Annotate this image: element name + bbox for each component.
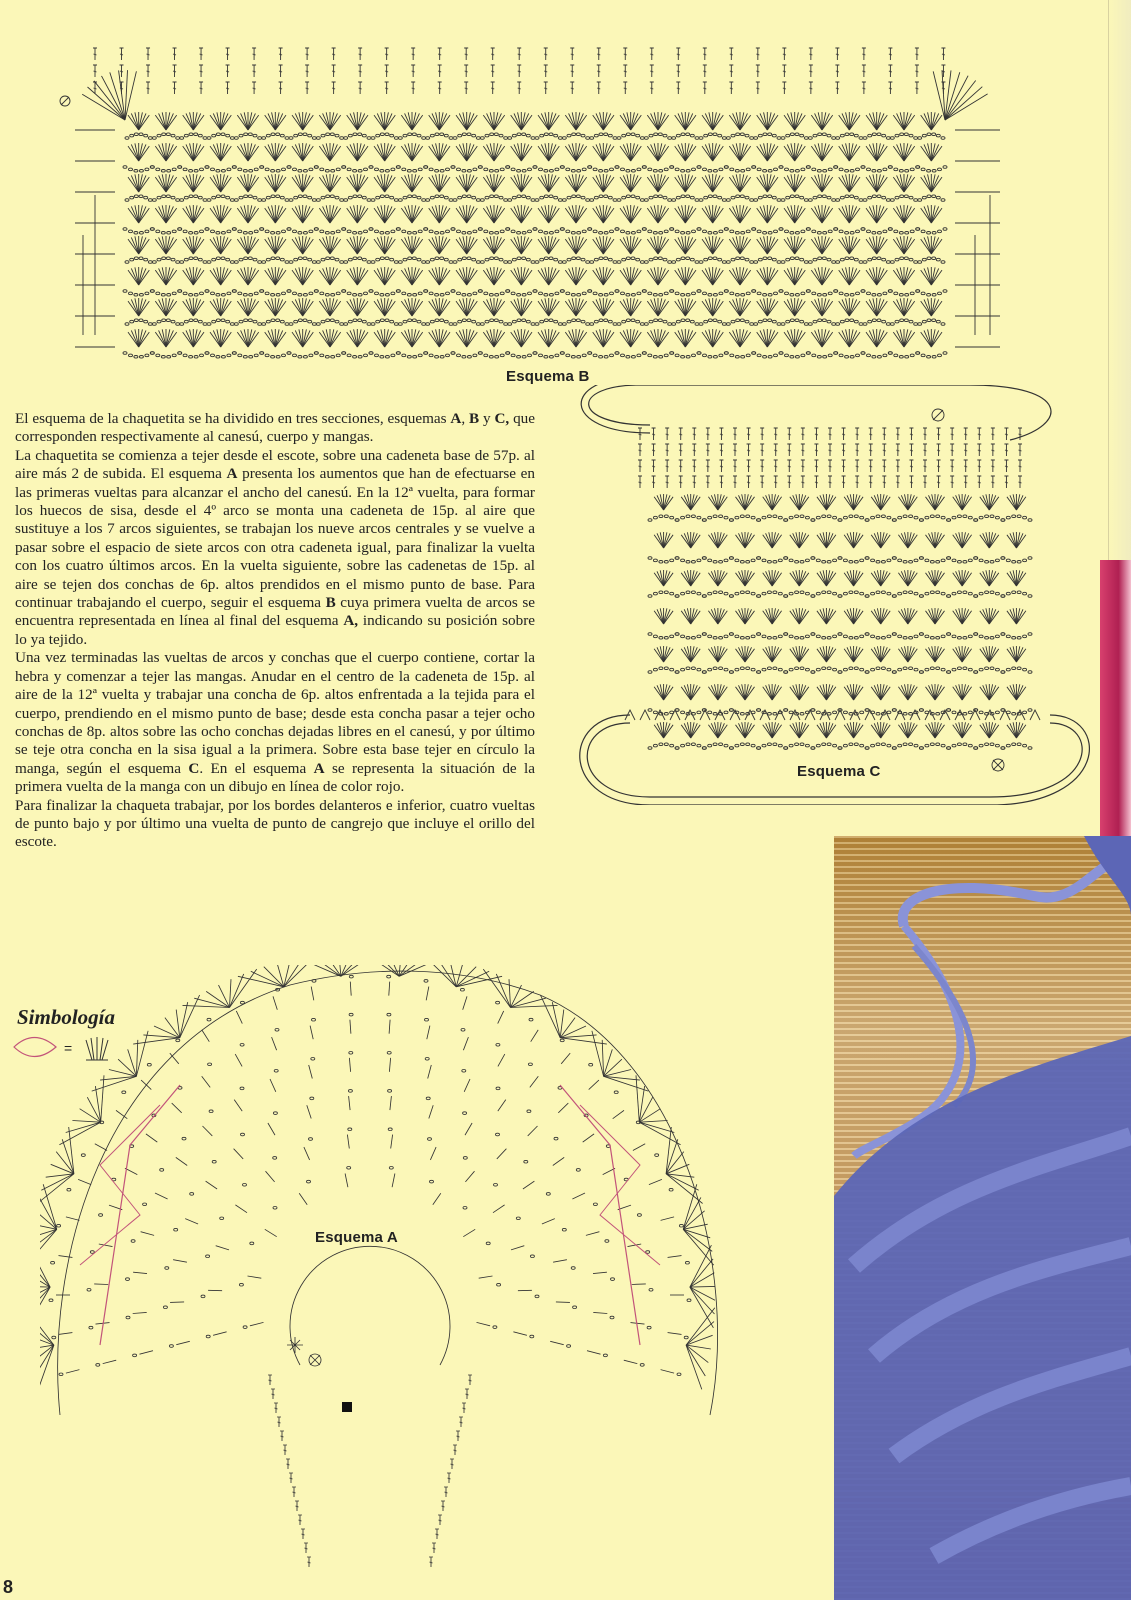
esquema-a-label: Esquema A [315, 1229, 398, 1246]
esquema-b-label: Esquema B [506, 368, 590, 385]
paragraph-4: Para finalizar la chaqueta trabajar, por los bordes delanteros e inferior, cuatro vueltas de punto bajo y por último una vuelta de punto de cangrejo que incluye el orillo del escote. [15, 796, 535, 851]
page-number: 8 [3, 1577, 14, 1597]
esquema-a-chart [40, 965, 740, 1595]
simbologia-title: Simbología [17, 1005, 116, 1029]
paragraph-2: La chaquetita se comienza a tejer desde el escote, sobre una cadeneta base de 57p. al aire más 2 de subida. El esquema A presenta los aumentos que han de efectuarse en las primeras vueltas para alcanzar el ancho del canesú. En la 12ª vuelta, para formar los huecos de sisa, desde el 4º arco se monta una cadeneta de 15p. al aire que sustituye a los 7 arcos siguientes, se trabajan los nueve arcos centrales y se vuelve a pasar sobre el espacio de siete arcos con otra cadeneta igual, para finalizar la vuelta con los cuatro últimos arcos. En la vuelta siguiente, sobre las cadenetas de 15p. al aire se tejen dos conchas de 6p. altos prendidos en el mismo punto de base. Para continuar trabajando el cuerpo, seguir el esquema B cuya primera vuelta de arcos se encuentra representada en línea al final del esquema A, indicando su posición sobre lo ya tejido. [15, 446, 536, 648]
esquema-c-label: Esquema C [797, 763, 881, 780]
product-photo [834, 836, 1131, 1600]
page-edge [1108, 0, 1131, 560]
paragraph-1: El esquema de la chaquetita se ha dividido en tres secciones, esquemas A, B y C, que corresponden respectivamente al canesú, cuerpo y mangas. [15, 410, 536, 446]
instructions-text [15, 410, 535, 852]
paragraph-3: Una vez terminadas las vueltas de arcos y conchas que el cuerpo contiene, cortar la hebra y comenzar a tejer las mangas. Anudar en el centro de la cadeneta de 15p. al aire de la 12ª vuelta y trabajar una concha de 6p. altos enfrentada a la tejida para el cuerpo, prendiendo en el mismo punto de base; desde esta concha pasar a tejer ocho conchas de 8p. altos sobre las ocho conchas dejadas libres en el canesú, y por último se teje otra concha en la sisa igual a la primera. Sobre esta base tejer en círculo la manga, según el esquema C. En el esquema A se representa la situación de la primera vuelta de la manga con un dibujo en línea de color rojo. [15, 649, 536, 796]
esquema-c-chart [570, 385, 1095, 805]
legend-equals: = [64, 1040, 73, 1056]
photo-edge-strip [1100, 560, 1131, 840]
esquema-b-chart [55, 35, 1015, 365]
